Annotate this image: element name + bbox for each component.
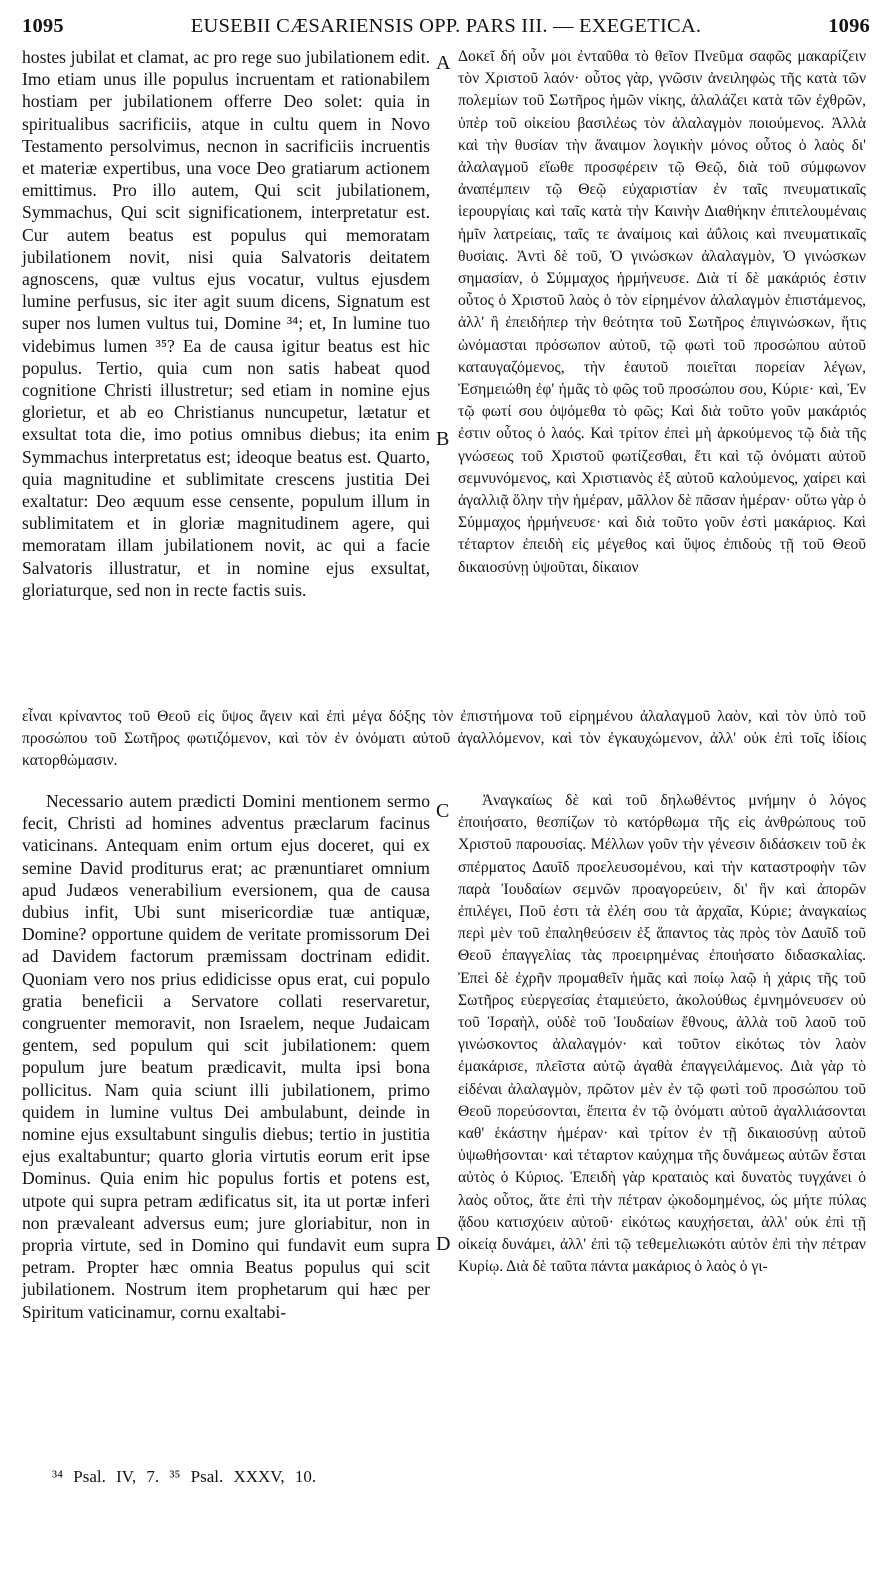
latin-column-upper xyxy=(22,46,430,601)
page-header xyxy=(22,15,870,41)
page-number-right: 1096 xyxy=(828,15,870,37)
greek-spanning-text xyxy=(22,706,866,773)
greek-span-paragraph: εἶναι κρίναντος τοῦ Θεοῦ εἰς ὕψος ἄγειν καὶ ἐπὶ μέγα δόξης τὸν ἐπιστήμονα τοῦ εἰρημένου ἀλαλαγμοῦ λαὸν, καὶ τὸν ὑπὸ τοῦ προσώπου τοῦ Σωτῆρος φωτιζόμενον, καὶ τὸν ἐν ὀνόματι αὐτοῦ ἀγαλλόμενον, καὶ τὸν ἐγκαυχώμενον, ἀλλ' οὐκ ἐπὶ τοῖς ἰδίοις κατορθώμασιν. xyxy=(22,708,866,770)
section-marker-d: D xyxy=(436,1233,451,1255)
greek-paragraph-2: Ἀναγκαίως δὲ καὶ τοῦ δηλωθέντος μνήμην ὁ λόγος ἐποιήσατο, θεσπίζων τὸ κατόρθωμα τῆς εἰς ἀνθρώπους τοῦ Χριστοῦ παρουσίας. Μέλλων γοῦν τὴν γένεσιν διδάσκειν τοῦ ἐκ σπέρματος Δαυῖδ προελευσομένου, καὶ τὴν καταστροφὴν τῶν παρὰ Ἰουδαίων σεμνῶν προαγορεύειν, δι' ἣν καὶ ἀπορῶν ἐπιλέγει, Ποῦ ἐστι τὰ ἐλέη σου τὰ ἀρχαῖα, Κύριε; ἀναγκαίως περὶ μὲν τοῦ ἐπαληθεύσειν ἐξ ἅπαντος τὰς πρὸς τὸν Δαυῖδ τοῦ Θεοῦ ἐπαγγελίας τὰς προειρημένας ἐποιήσατο διδασκαλίας. Ἐπεὶ δὲ ἐχρῆν προμαθεῖν ἡμᾶς καὶ ποίῳ λαῷ ἡ χάρις τῆς τοῦ Σωτῆρος εὐεργεσίας ἐταμιεύετο, ἀκολούθως ἐμνημόνευσεν οὐ τοῦ Ἰσραὴλ, οὐδὲ τοῦ Ἰουδαίων ἔθνους, ἀλλὰ τοῦ λαοῦ τοῦ γινώσκοντος ἀλαλαγμόν· καὶ τοῦτον εἰκότως τὸν λαὸν ἐμακάρισε, πλεῖστα αὐτῷ ἀγαθὰ ἐπαγγειλάμενος. Διὰ γὰρ τὸ εἰδέναι ἀλαλαγμὸν, πρῶτον μὲν ἐν τῷ φωτὶ τοῦ προσώπου τοῦ Θεοῦ πορεύσονται, ἔπειτα ἐν τῷ ὀνόματι αὐτοῦ ἀγαλλιάσονται καθ' ἑκάστην ἡμέραν· καὶ τρίτον ἐν τῇ δικαιοσύνῃ αὐτοῦ ὑψωθήσονται· καὶ τέταρτον καύχημα τῆς δυνάμεως αὐτῶν ἔσται αὐτὸς ὁ Κύριος. Ἐπειδὴ γὰρ κραταιὸς καὶ δυνατὸς τυγχάνει ὁ λαὸς οὗτος, ἅτε ἐπὶ τὴν πέτραν ᾠκοδομημένος, ὡς μήτε πύλας ᾅδου κατισχύειν αὐτοῦ· εἰκότως καυχήσεται, ἀλλ' οὐκ ἐπὶ τῇ οἰκείᾳ δυνάμει, ἀλλ' ἐπὶ τῷ τεθεμελιωκότι αὐτὸν ἐπὶ τὴν πέτραν Κυρίῳ. Διὰ δὲ ταῦτα πάντα μακάριος ὁ λαὸς ὁ γι- xyxy=(458,792,866,1276)
section-marker-c: C xyxy=(436,800,450,822)
page-number-left: 1095 xyxy=(22,15,64,37)
latin-column-lower xyxy=(22,790,430,1323)
running-title: EUSEBII CÆSARIENSIS OPP. PARS III. — EXEGETICA. xyxy=(190,15,702,37)
greek-paragraph-1: Δοκεῖ δή οὖν μοι ἐνταῦθα τὸ θεῖον Πνεῦμα σαφῶς μακαρίζειν τὸν Χριστοῦ λαόν· οὗτος γὰρ, γνῶσιν ἀνειληφὼς τῆς κατὰ τῶν πολεμίων τοῦ Σωτῆρος ἡμῶν νίκης, ἀλαλάζει κατὰ τῶν ἐχθρῶν, ὑπὲρ τοῦ οἰκείου βασιλέως τὸν ἀλαλαγμὸν ποιούμενος. Ἀλλὰ καὶ τὴν θυσίαν τὴν ἄναιμον λογικὴν μόνος οὗτος ὁ λαὸς δι' ἀλαλαγμοῦ εἴωθε προσφέρειν τῷ Θεῷ, διὰ τοῦ σύμφωνον ἀναπέμπειν τῷ Θεῷ εὐχαριστίαν ἐν ταῖς πνευματικαῖς ἱερουργίαις καὶ ταῖς κατὰ τὴν Καινὴν Διαθήκην ἐπιτελουμέναις ἡμῖν λατρείαις, ταῖς τε ἀναίμοις καὶ ἀΰλοις καὶ πνευματικαῖς θυσίαις. Ἀντὶ δὲ τοῦ, Ὁ γινώσκων ἀλαλαγμὸν, Ὁ γινώσκων σημασίαν, ὁ Σύμμαχος ἡρμήνευσε. Διὰ τί δὲ μακάριός ἐστιν οὗτος ὁ Χριστοῦ λαὸς ὁ τὸν εἰρημένον ἀλαλαγμὸν ἐπιστάμενος, ἀλλ' ἢ ἐπειδήπερ τὴν θεότητα τοῦ Σωτῆρος ἐπιγινώσκων, ἥτις ὠνόμασται πρόσωπον αὐτοῦ, τῷ φωτὶ τοῦ προσώπου αὐτοῦ καταυγαζόμενος, τὴν ἑαυτοῦ ποιεῖται πορείαν λέγων, Ἐσημειώθη ἐφ' ἡμᾶς τὸ φῶς τοῦ προσώπου σου, Κύριε· καὶ, Ἐν τῷ φωτί σου ὀψόμεθα τὸ φῶς; Καὶ διὰ τοῦτο γοῦν μακάριός ἐστιν οὗτος ὁ λαός. Καὶ τρίτον ἐπεὶ μὴ ἀρκούμενος τῷ διὰ τῆς γνώσεως τοῦ Χριστοῦ φωτίζεσθαι, ἔτι καὶ τῷ ὀνόματι αὐτοῦ σεμνυνόμενος, καὶ Χριστιανὸς ἐξ αὐτοῦ καλούμενος, χαίρει καὶ ἀγαλλιᾷ ὅλην τὴν ἡμέραν, μᾶλλον δὲ πᾶσαν ἡμέραν· οὕτω γὰρ ὁ Σύμμαχος ἡρμήνευσε· καὶ διὰ τοῦτο γοῦν ἐστὶ μακάριος. Καὶ τέταρτον ἐπειδὴ εἰς μέγεθος καὶ ὕψος ἐπιδοὺς τῇ τοῦ Θεοῦ δικαιοσύνῃ ὑψοῦται, δίκαιον xyxy=(458,48,866,576)
greek-column-lower xyxy=(458,790,866,1278)
greek-column-upper xyxy=(458,46,866,579)
section-marker-a: A xyxy=(436,52,451,74)
section-marker-b: B xyxy=(436,428,450,450)
latin-paragraph-2: Necessario autem prædicti Domini mentionem sermo fecit, Christi ad homines adventus præclarum facinus vaticinans. Antequam enim ortum ejus doceret, qui ex semine David proditurus erat; ac prænuntiaret omnium apud Judæos venerabilium eversionem, qua de causa dubius infit, Ubi sunt misericordiæ tuæ antiquæ, Domine? opportune quidem de veritate promissorum Dei ad Davidem factorum præmissam doctrinam edidit. Quoniam vero nos prius edidicisse opus erat, cui populo gratia beneficii a Servatore collati reservaretur, congruenter memoravit, non Israelem, neque Judaicam gentem, sed populum qui scit jubilationem: quem populum jure beatum prædicavit, multa ipsi bona pollicitus. Nam quia sciunt illi jubilationem, primo quidem in lumine vultus Dei ambulabunt, deinde in nomine ejus exsultabunt singulis diebus; tertio in justitia ejus exaltabuntur; quarto gloria virtutis eorum erit ipse Dominus. Quia enim hic populus fortis et potens est, utpote qui supra petram ædificatus sit, ita ut portæ inferi non prævaleant adversus eum; jure gloriabitur, non in propria virtute, sed in Domino qui fundavit eum supra petram. Propter hæc omnia Beatus populus qui scit jubilationem. Nostrum item prophetarum qui hæc per Spiritum vaticinamur, cornu exaltabi- xyxy=(22,791,430,1322)
latin-paragraph-1: hostes jubilat et clamat, ac pro rege suo jubilationem edit. Imo etiam unus ille populus incruentam et rationabilem hostiam per jubilationem offerre Deo solet: quia in spiritualibus sacrificiis, atque in cultu quem in Novo Testamento persolvimus, necnon in sacrificiis incruentis et materiæ expertibus, una voce Deo gratiarum actionem emittimus. Pro illo autem, Qui scit jubilationem, Symmachus, Qui scit significationem, interpretatur est. Cur autem beatus est populus qui memoratam jubilationem novit, nisi quia Salvatoris deitatem agnoscens, quæ vultus ejus vocatur, vultus ejusdem lumine perfusus, sic iter agit suum dicens, Signatum est super nos lumen vultus tui, Domine ³⁴; et, In lumine tuo videbimus lumen ³⁵? Ea de causa igitur beatus est hic populus. Tertio, quia cum non satis habeat quod cognitione Christi illustretur; sed etiam in nomine ejus glorietur, et ab eo Christianus nuncupetur, lætatur et exsultat tota die, imo potius omnibus diebus; ita enim Symmachus interpretatus est; ideoque beatus est. Quarto, quia magnitudine et sublimitate crescens justitia Dei exaltatur: Deo æquum esse censente, populum illum in sublimitatem et in gloriæ magnitudinem agere, qui memoratam illam jubilationem novit, ac qui a facie Salvatoris illustratur, et in nomine ejus exsultat, gloriaturque, sed non in recte factis suis. xyxy=(22,47,430,600)
footnotes: ³⁴ Psal. IV, 7. ³⁵ Psal. XXXV, 10. xyxy=(52,1467,317,1486)
